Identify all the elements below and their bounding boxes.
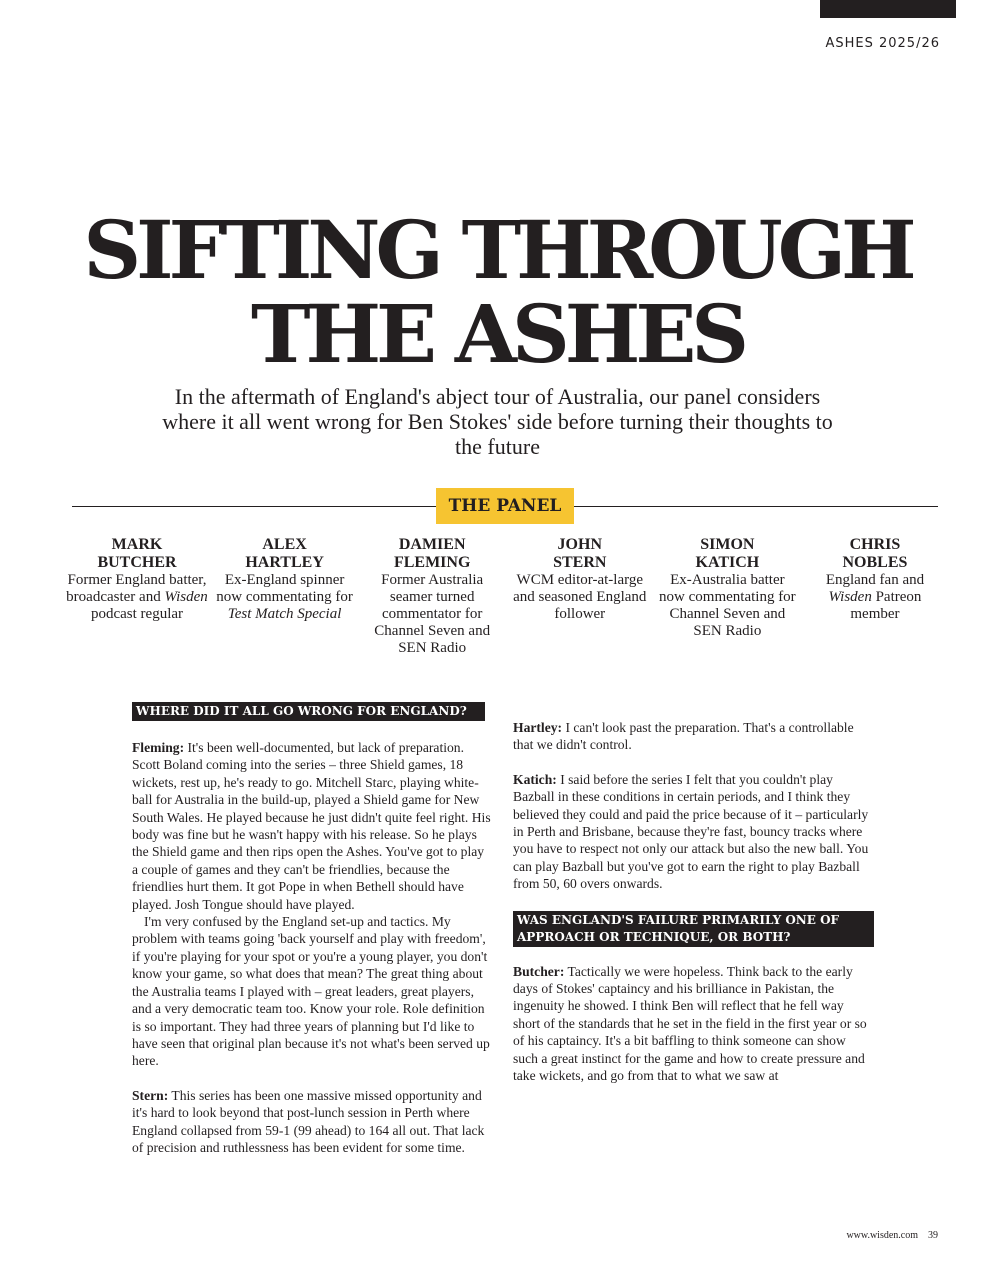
answer-paragraph: Katich: I said before the series I felt that you couldn't play Bazball in these conditions in certain periods, and I think they believed they could and paid the price because of it – particularly in Perth and Brisbane, because they're fast, bouncy tracks where you have to respect not only our attack but also the new ball. You can play Bazball but you've got to earn the right to play Bazball from 50, 60 overs onwards. — [513, 771, 869, 892]
member-bio: Ex-Australia batter now commentating for Channel Seven and SEN Radio — [659, 572, 796, 639]
answer-paragraph: Stern: This series has been one massive missed opportunity and it's hard to look beyond that post-lunch session in Perth where England collapsed from 59-1 (99 ahead) to 164 all out. That lack of precision and ruthlessness has been evident for some time. — [132, 1087, 485, 1155]
member-name: DAMIEN FLEMING — [393, 536, 471, 571]
speaker-name: Stern: — [132, 1087, 169, 1103]
footer-url[interactable]: www.wisden.com — [846, 1230, 918, 1241]
article-column-right — [513, 702, 873, 1085]
headline-line-1: SIFTING THROUGH — [83, 203, 912, 297]
member-bio: WCM editor-at-large and seasoned England follower — [513, 572, 647, 622]
question-banner: WHERE DID IT ALL GO WRONG FOR ENGLAND? — [132, 702, 485, 721]
panel-member — [214, 536, 356, 657]
answer-paragraph: I'm very confused by the England set-up and tactics. My problem with teams going 'back yourself and play with freedom', if you're playing for your spot or you're a young player, you don't know your game, so what does that mean? The great thing about the Australia teams I played with – great leaders, great players, and a very democratic team too. Know your role. Role definition is so important. They had three years of planning but I'd like to have seen that original plan because it's not what's been served up here. — [132, 914, 490, 1069]
panel-member — [361, 536, 503, 657]
member-name: JOHN STERN — [553, 536, 607, 571]
question-banner: WAS ENGLAND'S FAILURE PRIMARILY ONE OF APPROACH OR TECHNIQUE, OR BOTH? — [513, 911, 874, 947]
standfirst: In the aftermath of England's abject tour of Australia, our panel considers where it all went wrong for Ben Stokes' side before turning their thoughts to the future — [162, 384, 833, 459]
member-name: ALEX HARTLEY — [245, 536, 324, 571]
member-name: CHRIS NOBLES — [842, 536, 908, 571]
speaker-name: Fleming: — [132, 740, 185, 755]
speaker-name: Butcher: — [513, 963, 565, 979]
panel-label: THE PANEL — [436, 488, 574, 524]
panel-member — [656, 536, 798, 657]
speaker-name: Katich: — [513, 771, 557, 787]
answer-paragraph: Butcher: Tactically we were hopeless. Think back to the early days of Stokes' captaincy and his brilliance in Pakistan, the ingenuity he showed. I think Ben will reflect that he fell way short of the standards that he set in the field in the first year or so of his captaincy. It's a bit baffling to think someone can show such a great instinct for the game and how to create pressure and take wickets, and go from that to what we saw at — [513, 963, 867, 1084]
answer-paragraph: Fleming: It's been well-documented, but lack of preparation. Scott Boland coming into the series – three Shield games, 18 wickets, rest up, he's ready to go. Mitchell Starc, playing white-ball for Australia in the build-up, played a Shield game for New South Wales. He played because he just didn't quite feel right. His body was fine but he wasn't happy with his release. So he plays the Shield game and then rips open the Ashes. You've got to play a couple of games and they can't be friendlies, because the friendlies hurt them. It got Pope in when Bethell should have played. Josh Tongue should have played. — [132, 740, 491, 912]
page-footer — [846, 1230, 938, 1241]
member-bio: England fan and Wisden Patreon member — [825, 572, 925, 622]
panel-member — [804, 536, 946, 657]
member-bio: Ex-England spinner now commentating for Test Match Special — [216, 572, 353, 622]
member-name: SIMON KATICH — [695, 536, 760, 571]
top-color-bar — [820, 0, 956, 18]
panel-member — [66, 536, 208, 657]
headline-line-2: THE ASHES — [250, 287, 745, 381]
member-bio: Former Australia seamer turned commentator for Channel Seven and SEN Radio — [374, 572, 491, 656]
answer-paragraph: Hartley: I can't look past the preparation. That's a controllable that we didn't control. — [513, 720, 854, 753]
member-name: MARK BUTCHER — [97, 536, 177, 571]
member-bio: Former England batter, broadcaster and Wisden podcast regular — [66, 572, 208, 622]
page-number: 39 — [928, 1230, 938, 1241]
panel-member — [509, 536, 651, 657]
speaker-name: Hartley: — [513, 720, 563, 735]
headline — [0, 203, 995, 381]
panel-members — [66, 536, 946, 657]
section-tag: ASHES 2025/26 — [825, 36, 940, 51]
article-column-left — [132, 702, 492, 1156]
